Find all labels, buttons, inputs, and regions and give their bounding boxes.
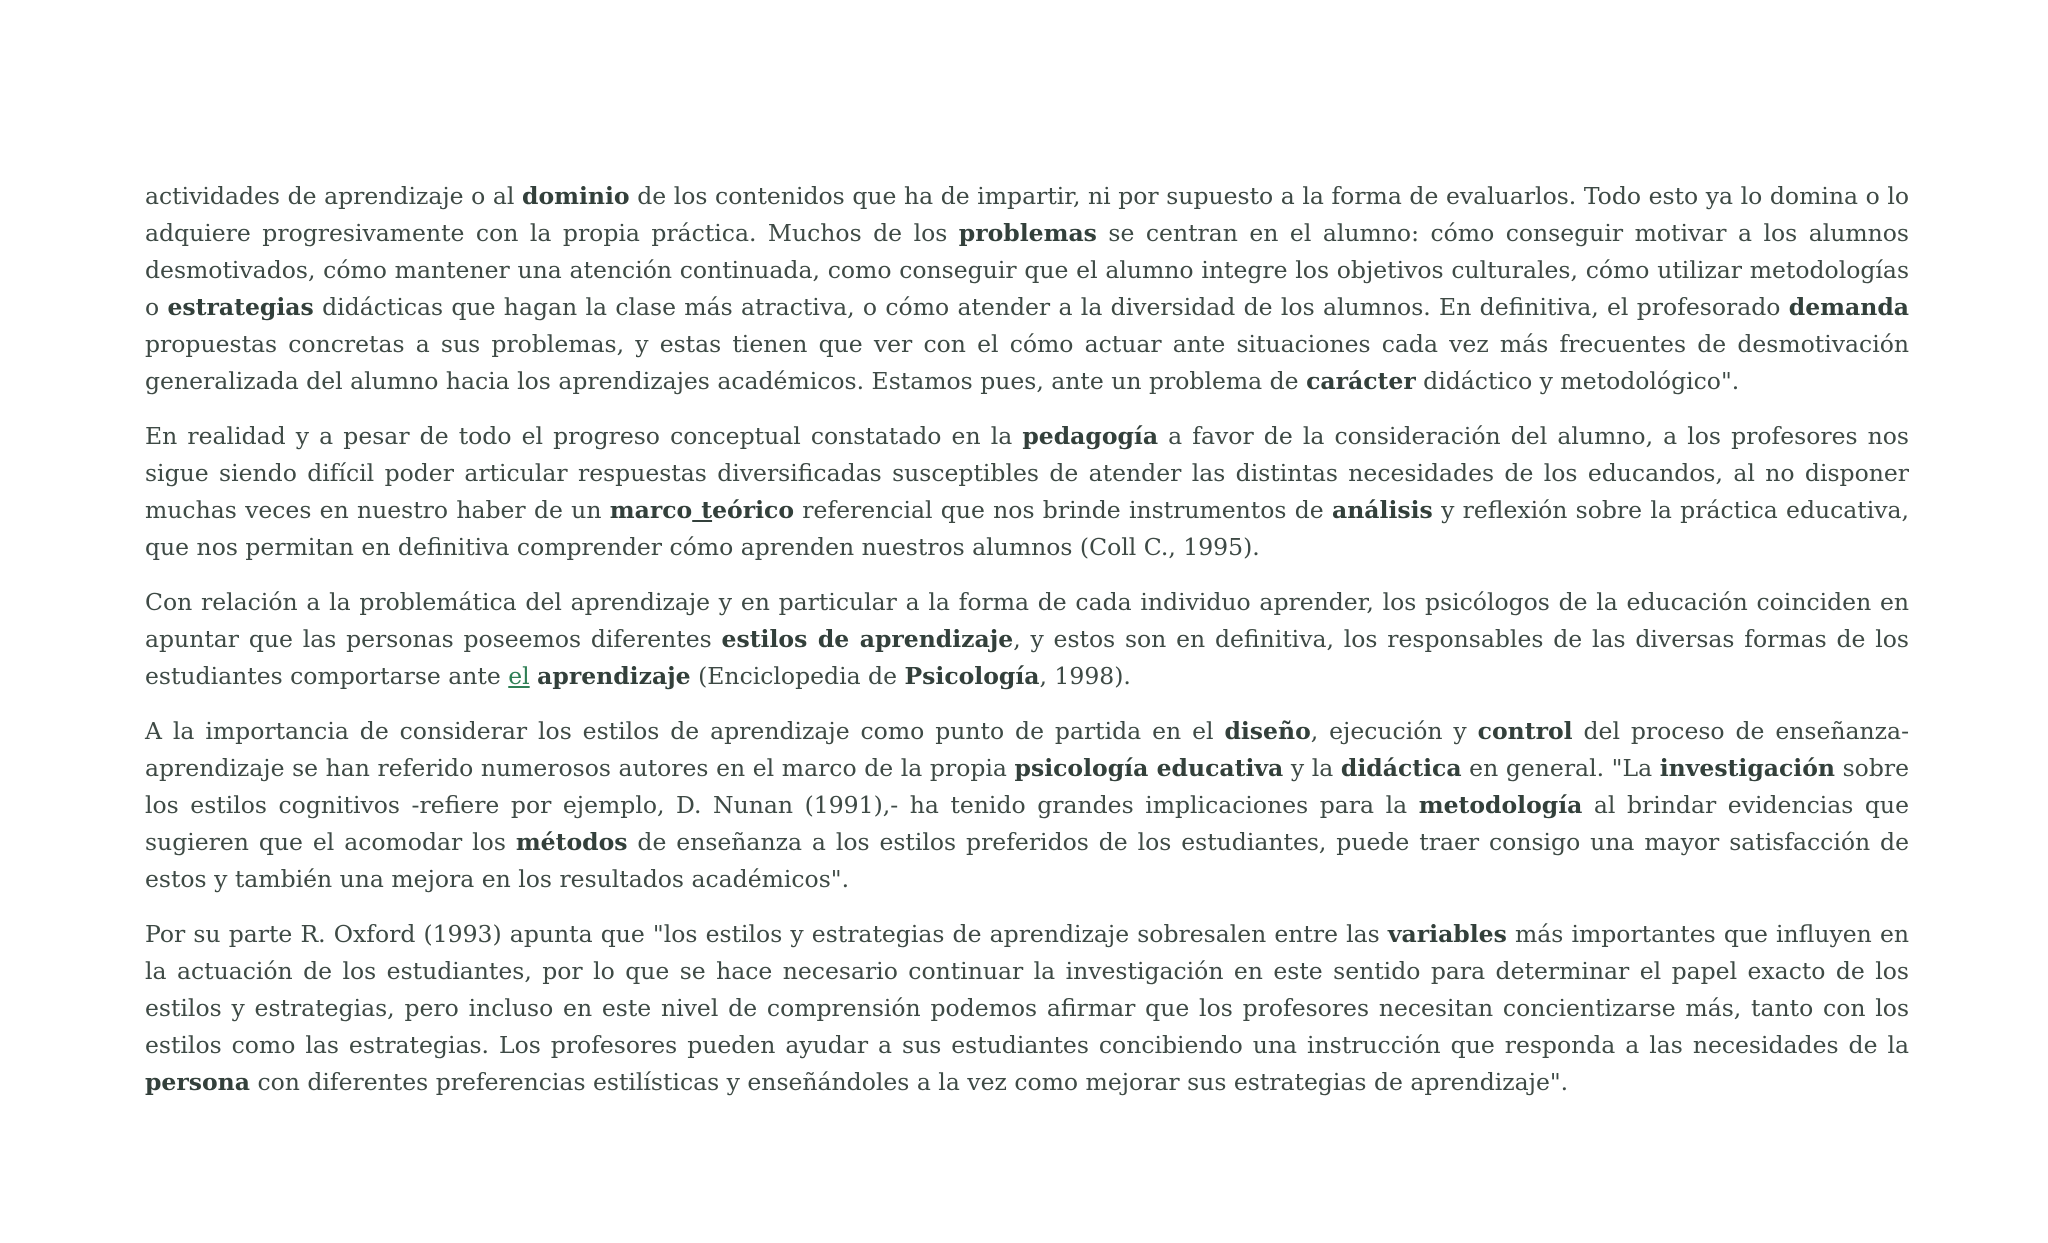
text-run: de los contenidos que ha de impartir, ni por supuesto a la forma de evaluarlos. Todo esto ya lo domina o lo adquiere progresivamente con la propia práctica. Muchos de los: [145, 182, 1909, 247]
text-run: En realidad y a pesar de todo el progreso conceptual constatado en la: [145, 422, 1023, 450]
bold-term-metodologia: metodología: [1418, 791, 1583, 819]
bold-term-caracter: carácter: [1306, 367, 1416, 395]
text-run: Con relación a la problemática del aprendizaje y en particular a la forma de cada individuo aprender, los psicólogos de la educación coinciden en apuntar que las personas poseemos diferentes: [145, 588, 1909, 653]
text-run: propuestas concretas a sus problemas, y estas tienen que ver con el cómo actuar ante situaciones cada vez más frecuentes de desmotivación generalizada del alumno hacia los aprendizajes académicos. Estamos pues, ante un problema de: [145, 330, 1909, 395]
bold-term-analisis: análisis: [1331, 496, 1433, 524]
bold-term-control: control: [1477, 717, 1573, 745]
text-run: más importantes que influyen en la actuación de los estudiantes, por lo que se hace necesario continuar la investigación en este sentido para determinar el papel exacto de los estilos y estrategias, pero incluso en este nivel de comprensión podemos afirmar que los profesores necesitan concientizarse más, tanto con los estilos como las estrategias. Los profesores pueden ayudar a sus estudiantes concibiendo una instrucción que responda a las necesidades de la: [145, 920, 1909, 1059]
bold-term-estilos-de-aprendizaje: estilos de aprendizaje: [721, 625, 1014, 653]
bold-term-marco: marco: [609, 496, 693, 524]
bold-term-psicologia: Psicología: [904, 662, 1040, 690]
text-run: , ejecución y: [1310, 717, 1478, 745]
bold-term-demanda: demanda: [1788, 293, 1909, 321]
paragraph-3: [145, 584, 1909, 695]
text-run: (Enciclopedia de: [690, 662, 905, 690]
bold-term-pedagogia: pedagogía: [1022, 422, 1159, 450]
text-run: en general. "La: [1461, 754, 1660, 782]
bold-term-metodos: métodos: [515, 828, 628, 856]
bold-term-didactica: didáctica: [1340, 754, 1462, 782]
text-run: sobre los estilos cognitivos -refiere por ejemplo, D. Nunan (1991),- ha tenido grandes implicaciones para la: [145, 754, 1909, 819]
text-run: a favor de la consideración del alumno, a los profesores nos sigue siendo difícil poder articular respuestas diversificadas susceptibles de atender las distintas necesidades de los educandos, al no disponer muchas veces en nuestro haber de un: [145, 422, 1909, 524]
text-run: se centran en el alumno: cómo conseguir motivar a los alumnos desmotivados, cómo mantener una atención continuada, como conseguir que el alumno integre los objetivos culturales, cómo utilizar metodologías o: [145, 219, 1909, 321]
text-run: didácticas que hagan la clase más atractiva, o cómo atender a la diversidad de los alumnos. En definitiva, el profesorado: [313, 293, 1789, 321]
text-run: referencial que nos brinde instrumentos de: [794, 496, 1332, 524]
text-run: Por su parte R. Oxford (1993) apunta que "los estilos y estrategias de aprendizaje sobresalen entre las: [145, 920, 1388, 948]
bold-term-variables: variables: [1387, 920, 1507, 948]
bold-term-psicologia-educativa: psicología educativa: [1014, 754, 1284, 782]
paragraph-5: [145, 916, 1909, 1101]
bold-term-aprendizaje: aprendizaje: [537, 662, 691, 690]
el-link[interactable]: el: [508, 662, 530, 690]
text-run: al brindar evidencias que sugieren que el acomodar los: [145, 791, 1909, 856]
bold-term-teorico: eórico: [712, 496, 794, 524]
text-run: actividades de aprendizaje o al: [145, 182, 523, 210]
document-body: [145, 178, 1909, 1119]
bold-term-investigacion: investigación: [1659, 754, 1835, 782]
text-run: didáctico y metodológico".: [1415, 367, 1740, 395]
bold-term-problemas: problemas: [958, 219, 1097, 247]
teorico-link[interactable]: t: [692, 496, 713, 524]
text-run: del proceso de enseñanza- aprendizaje se han referido numerosos autores en el marco de la propia: [145, 717, 1910, 782]
text-run: con diferentes preferencias estilísticas y enseñándoles a la vez como mejorar sus estrategias de aprendizaje".: [249, 1068, 1569, 1096]
text-run: de enseñanza a los estilos preferidos de los estudiantes, puede traer consigo una mayor satisfacción de estos y también una mejora en los resultados académicos".: [145, 828, 1910, 893]
text-run: , 1998).: [1039, 662, 1131, 690]
bold-term-estrategias: estrategias: [167, 293, 314, 321]
paragraph-4: [145, 713, 1909, 898]
text-run: A la importancia de considerar los estilos de aprendizaje como punto de partida en el: [145, 717, 1225, 745]
text-run: , y estos son en definitiva, los responsables de las diversas formas de los estudiantes comportarse ante: [145, 625, 1909, 690]
text-run: y reflexión sobre la práctica educativa, que nos permitan en definitiva comprender cómo aprenden nuestros alumnos (Coll C., 1995).: [145, 496, 1910, 561]
text-run: y la: [1283, 754, 1341, 782]
bold-term-dominio: dominio: [522, 182, 630, 210]
paragraph-1: [145, 178, 1909, 400]
bold-term-persona: persona: [145, 1068, 250, 1096]
bold-term-diseno: diseño: [1224, 717, 1311, 745]
paragraph-2: [145, 418, 1909, 566]
